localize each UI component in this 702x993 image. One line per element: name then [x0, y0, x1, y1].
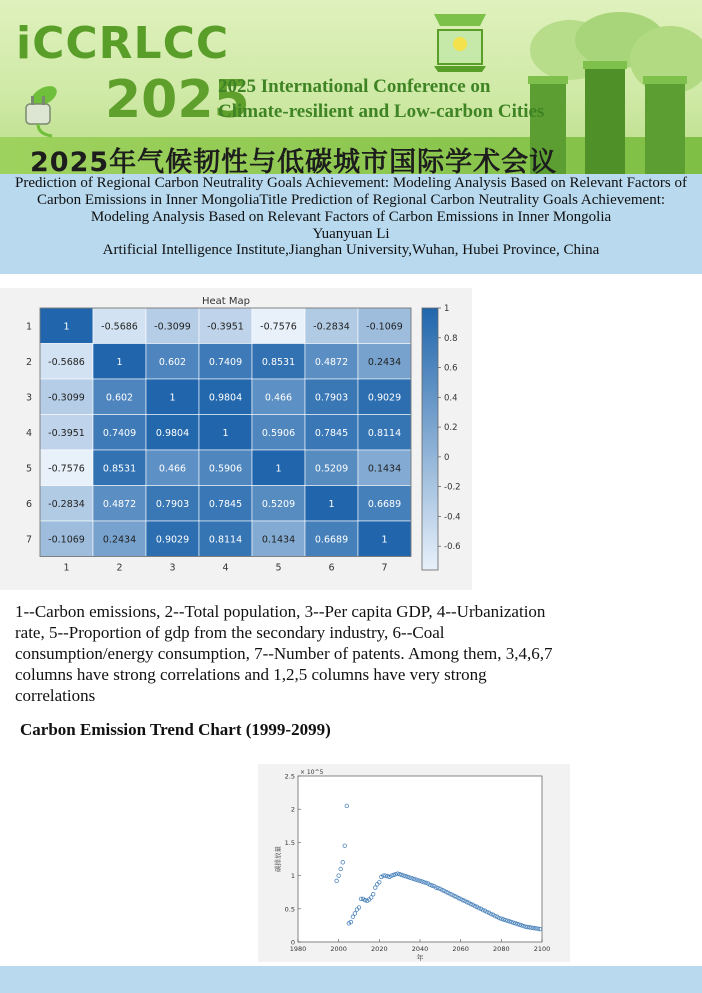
x-tick-label: 1980	[289, 945, 307, 953]
heatmap-cell-label: 0.7845	[314, 427, 349, 439]
heatmap-cell-label: 0.4872	[102, 498, 137, 510]
heatmap-cell-label: -0.7576	[260, 321, 297, 333]
conference-name-cn: 2025年气候韧性与低碳城市国际学术会议	[30, 147, 558, 174]
heatmap-cell-label: -0.2834	[48, 498, 85, 510]
heatmap-title: Heat Map	[201, 296, 250, 307]
heatmap-col-label: 6	[328, 562, 335, 574]
heatmap-cell-label: -0.3951	[207, 321, 244, 333]
conference-logo: iCCRLCC	[16, 18, 230, 69]
heatmap-cell-label: -0.7576	[48, 463, 85, 475]
colorbar-tick-label: 0.6	[444, 363, 458, 374]
heatmap-cell-label: 0.2434	[367, 356, 402, 368]
heatmap-row-label: 4	[25, 427, 32, 439]
heatmap-cell-label: 0.5209	[261, 498, 296, 510]
x-tick-label: 2060	[452, 945, 469, 953]
heatmap-figure	[0, 288, 472, 590]
heatmap-cell-label: 0.9804	[155, 427, 190, 439]
x-tick-label: 2080	[493, 945, 510, 953]
colorbar-tick-label: 1	[444, 304, 450, 314]
heatmap-cell-label: 0.9804	[208, 392, 243, 404]
colorbar-tick-label: -0.4	[444, 512, 461, 523]
heatmap-cell-label: -0.1069	[48, 534, 85, 546]
heatmap-cell-label: -0.5686	[48, 356, 85, 368]
conference-name-en-line1: 2025 International Conference on	[218, 76, 491, 97]
colorbar-tick-label: -0.6	[444, 542, 461, 553]
paper-title: Prediction of Regional Carbon Neutrality Goals Achievement: Modeling Analysis Based on Relevant Factors of Carbon Emissions in Inner MongoliaTitle Prediction of Regional Carbon Neutrality Goals Achievement: Modeling Analysis Based on Relevant Factors of Carbon Emissions in Inner Mongolia	[15, 175, 687, 225]
heatmap-cell-label: 0.8531	[261, 356, 296, 368]
heatmap-cell-label: 0.466	[158, 463, 187, 475]
conference-name-en-line2: Climate-resilient and Low-carbon Cities	[218, 101, 545, 122]
y-tick-label: 1.5	[284, 838, 295, 847]
y-tick-label: 0.5	[284, 905, 295, 914]
trend-scatter-figure	[258, 764, 570, 962]
heatmap-row-label: 6	[25, 498, 32, 510]
heatmap-cell-label: 0.7409	[102, 427, 137, 439]
y-tick-label: 2	[290, 805, 295, 814]
heatmap-cell-label: 0.466	[264, 392, 293, 404]
heatmap-cell-label: 0.7409	[208, 356, 243, 368]
y-tick-label: 0	[290, 938, 295, 947]
heatmap-cell-label: 0.8531	[102, 463, 137, 475]
x-tick-label: 2100	[533, 945, 551, 953]
heatmap-cell-label: 0.2434	[102, 534, 137, 546]
heatmap-cell-label: -0.3099	[154, 321, 191, 333]
heatmap-col-label: 2	[116, 562, 123, 574]
paper-affiliation: Artificial Intelligence Institute,Jianghan University,Wuhan, Hubei Province, China	[102, 242, 600, 258]
heatmap-cell-label: -0.3951	[48, 427, 85, 439]
heatmap-cell-label: 0.6689	[314, 534, 349, 546]
conference-banner	[0, 0, 702, 174]
heatmap-row-label: 1	[25, 321, 32, 333]
heatmap-col-label: 1	[63, 562, 70, 574]
conference-year: 2025	[105, 70, 250, 130]
heatmap-row-label: 3	[25, 392, 32, 404]
heatmap-cell-label: 1	[328, 498, 335, 510]
heatmap-cell-label: 1	[222, 427, 229, 439]
x-tick-label: 2000	[330, 945, 347, 953]
heatmap-cell-label: 0.602	[158, 356, 187, 368]
y-tick-label: 1	[290, 872, 295, 881]
footer-band	[0, 966, 702, 993]
paper-author: Yuanyuan Li	[312, 226, 390, 242]
paper-header	[0, 174, 702, 274]
heatmap-cell-label: 0.4872	[314, 356, 349, 368]
colorbar-tick-label: 0.8	[444, 333, 458, 344]
heatmap-cell-label: 0.5906	[208, 463, 243, 475]
heatmap-cell-label: 1	[381, 534, 388, 546]
heatmap-cell-label: 1	[116, 356, 123, 368]
heatmap-cell-label: 0.602	[105, 392, 134, 404]
x-tick-label: 2020	[371, 945, 388, 953]
heatmap-cell-label: -0.2834	[313, 321, 350, 333]
heatmap-cell-label: 0.8114	[367, 427, 402, 439]
scatter-plot-area	[298, 776, 542, 942]
heatmap-row-label: 2	[25, 356, 32, 368]
heatmap-cell-label: 1	[169, 392, 176, 404]
plug-leaf-icon	[12, 78, 72, 138]
heatmap-cell-label: 1	[63, 321, 70, 333]
heatmap-cell-label: 0.1434	[261, 534, 296, 546]
heatmap-cell-label: 0.9029	[367, 392, 402, 404]
figure-description: 1--Carbon emissions, 2--Total population, 3--Per capita GDP, 4--Urbanization rate, 5--Proportion of gdp from the secondary industry, 6--Coal consumption/energy consumption, 7--Number of patents. Among them, 3,4,6,7 columns have strong correlations and 1,2,5 columns have very strong correlations	[15, 602, 553, 705]
heatmap-cell-label: 0.7903	[155, 498, 190, 510]
heatmap-cell-label: 1	[275, 463, 282, 475]
heatmap-cell-label: -0.3099	[48, 392, 85, 404]
heatmap-cell-label: -0.5686	[101, 321, 138, 333]
scatter-chart	[258, 764, 570, 962]
x-axis-label: 年	[416, 954, 424, 962]
heatmap-cell-label: 0.8114	[208, 534, 243, 546]
heatmap-cell-label: 0.7845	[208, 498, 243, 510]
heatmap-cell-label: 0.5209	[314, 463, 349, 475]
heatmap-cell-label: 0.7903	[314, 392, 349, 404]
heatmap-cell-label: -0.1069	[366, 321, 403, 333]
y-exponent-label: × 10^5	[300, 769, 324, 776]
heatmap-colorbar	[422, 308, 438, 570]
heatmap-cell-label: 0.1434	[367, 463, 402, 475]
heatmap-chart	[0, 288, 472, 590]
heatmap-cell-label: 0.6689	[367, 498, 402, 510]
heatmap-row-label: 5	[25, 463, 32, 475]
heatmap-cell-label: 0.5906	[261, 427, 296, 439]
x-tick-label: 2040	[411, 945, 429, 953]
heatmap-col-label: 5	[275, 562, 282, 574]
trend-chart-heading: Carbon Emission Trend Chart (1999-2099)	[20, 720, 331, 739]
colorbar-tick-label: -0.2	[444, 482, 461, 493]
colorbar-tick-label: 0.4	[444, 393, 458, 404]
heatmap-cell-label: 0.9029	[155, 534, 190, 546]
heatmap-col-label: 7	[381, 562, 388, 574]
lightbulb-icon	[428, 4, 492, 74]
y-axis-label: 碳排放量	[274, 846, 282, 872]
y-tick-label: 2.5	[284, 772, 295, 781]
colorbar-tick-label: 0.2	[444, 423, 458, 434]
heatmap-col-label: 3	[169, 562, 176, 574]
heatmap-col-label: 4	[222, 562, 229, 574]
colorbar-tick-label: 0	[444, 452, 450, 463]
heatmap-row-label: 7	[25, 534, 32, 546]
